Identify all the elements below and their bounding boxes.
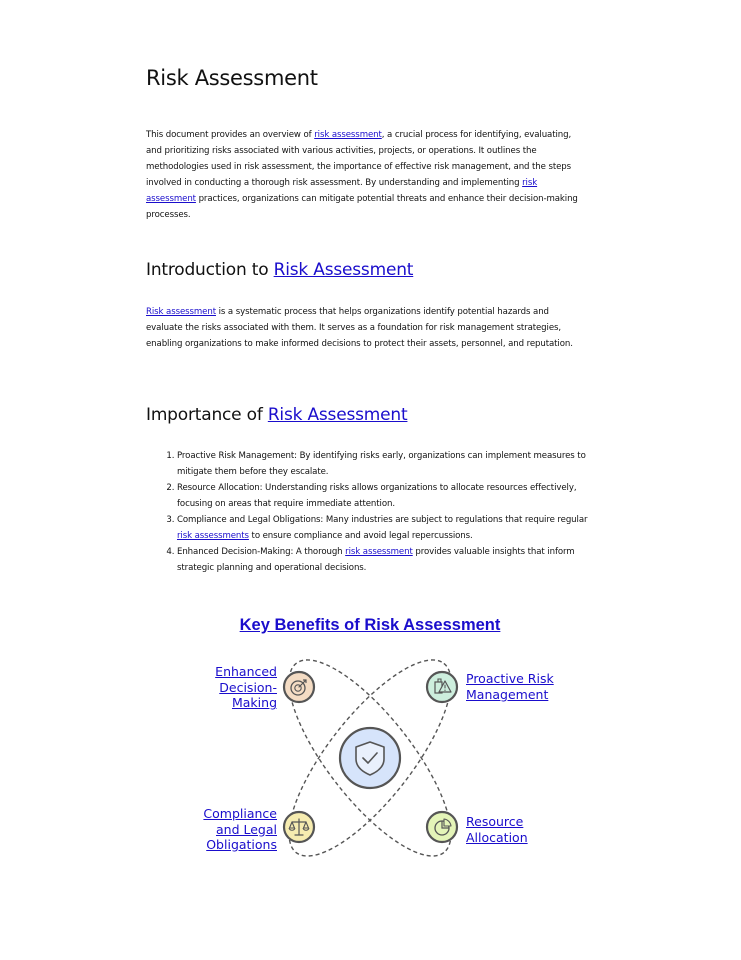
- introduction-paragraph: Risk assessment is a systematic process that helps organizations identify potential hazards and evaluate the risks associated with them. It serves as a foundation for risk management strategies, enabling organizations to make informed decisions to protect their assets, personnel, and reputation.: [146, 307, 573, 349]
- building-warning-icon: [427, 672, 457, 702]
- risk-assessment-link[interactable]: Risk assessment: [146, 307, 216, 317]
- target-icon: [284, 672, 314, 702]
- diagram-title[interactable]: Key Benefits of Risk Assessment: [239, 616, 501, 634]
- label-proactive-risk-management[interactable]: Proactive Risk Management: [466, 671, 554, 702]
- risk-assessment-link[interactable]: risk assessment: [314, 130, 382, 140]
- list-item: 1. Proactive Risk Management: By identifying risks early, organizations can implement measures to mitigate them before they escalate.: [177, 448, 589, 480]
- section-heading-importance: Importance of Risk Assessment: [146, 405, 408, 425]
- label-enhanced-decision-making[interactable]: Enhanced Decision- Making: [215, 664, 277, 711]
- pie-chart-icon: [427, 812, 457, 842]
- risk-assessment-link[interactable]: risk assessment: [146, 178, 538, 204]
- heading-risk-assessment-link[interactable]: Risk Assessment: [267, 405, 408, 425]
- list-item: 2. Resource Allocation: Understanding risks allows organizations to allocate resources effectively, focusing on areas that require immediate attention.: [177, 480, 589, 512]
- label-compliance-legal-obligations[interactable]: Compliance and Legal Obligations: [203, 806, 277, 853]
- importance-list: [146, 448, 589, 576]
- shield-check-icon: [340, 728, 400, 788]
- label-resource-allocation[interactable]: Resource Allocation: [466, 814, 528, 845]
- key-benefits-diagram: [195, 610, 565, 860]
- page-title: Risk Assessment: [146, 66, 318, 90]
- intro-paragraph: This document provides an overview of risk assessment, a crucial process for identifying, evaluating, and prioritizing risks associated with various activities, projects, or operations. It outlines the methodologies used in risk assessment, the importance of effective risk management, and the steps involved in conducting a thorough risk assessment. By understanding and implementing risk assessment practices, organizations can mitigate potential threats and enhance their decision-making processes.: [146, 130, 578, 220]
- risk-assessments-link[interactable]: risk assessments: [177, 531, 249, 541]
- list-item: 3. Compliance and Legal Obligations: Many industries are subject to regulations that require regular risk assessments to ensure compliance and avoid legal repercussions.: [177, 512, 589, 544]
- scales-icon: [284, 812, 314, 842]
- list-item: 4. Enhanced Decision-Making: A thorough risk assessment provides valuable insights that inform strategic planning and operational decisions.: [177, 544, 589, 576]
- risk-assessment-link[interactable]: risk assessment: [345, 547, 413, 557]
- section-heading-introduction: Introduction to Risk Assessment: [146, 260, 414, 280]
- heading-risk-assessment-link[interactable]: Risk Assessment: [273, 260, 414, 280]
